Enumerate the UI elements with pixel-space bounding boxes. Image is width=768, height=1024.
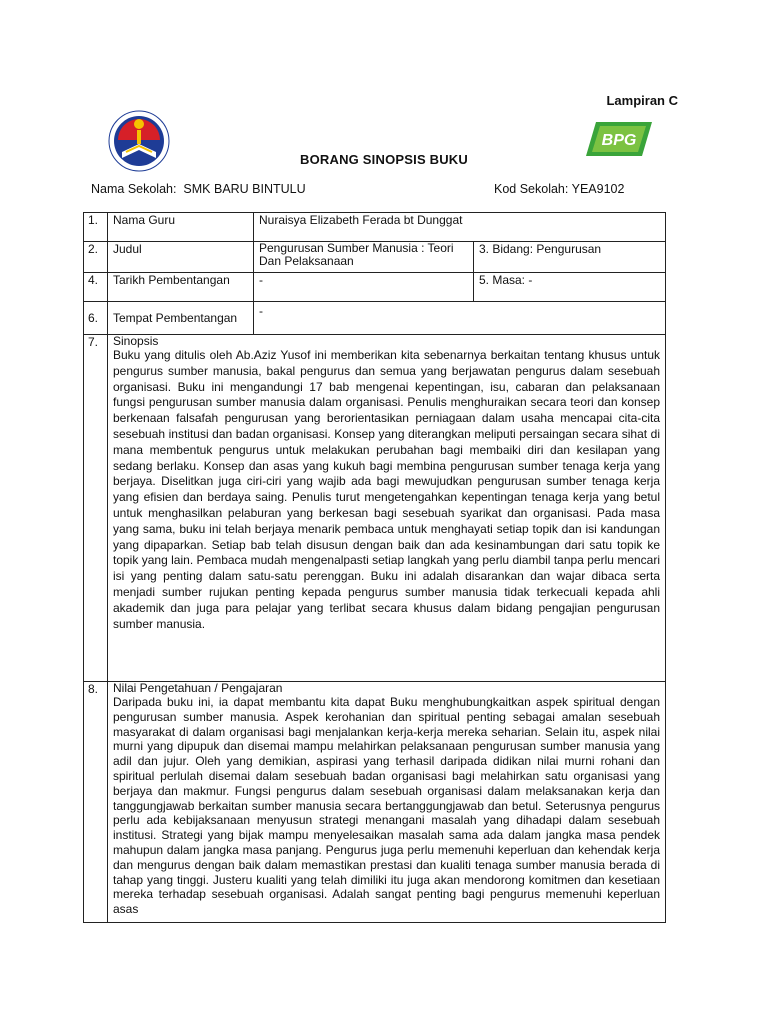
school-name: SMK BARU BINTULU: [183, 182, 306, 196]
form-title: BORANG SINOPSIS BUKU: [300, 152, 468, 167]
field-value-tarikh: -: [254, 273, 474, 302]
bpg-logo-text: BPG: [601, 132, 637, 149]
sinopsis-heading: Sinopsis: [113, 334, 159, 348]
school-code-line: [494, 182, 624, 196]
synopsis-form-table: [83, 212, 666, 923]
school-label: Nama Sekolah:: [91, 182, 177, 196]
row-number: 2.: [84, 242, 108, 273]
nilai-heading: Nilai Pengetahuan / Pengajaran: [113, 681, 283, 695]
lampiran-label: Lampiran C: [606, 93, 678, 108]
kod-label: Kod Sekolah:: [494, 182, 569, 196]
nilai-text: Daripada buku ini, ia dapat membantu kita dapat Buku menghubungkaitkan aspek spiritual dengan pengurusan sumber manusia. Aspek kerohanian dan spiritual penting sebagai amalan sesebuah masyarakat di dalam organisasi bagi menjalankan kerja-kerja mereka seharian. Selain itu, aspek nilai murni yang dipupuk dan disemai mampu melahirkan pelaksanaan pengurusan sumber manusia yang adil dan jujur. Oleh yang demikian, aspirasi yang terhasil daripada didikan nilai murni rohani dan spiritual perlulah disemai dalam sesebuah badan organisasi bagi melahirkan satu organisasi yang berjaya dan makmur. Fungsi pengurus dalam sesebuah organisasi dalam melaksanakan kerja dan tanggungjawab berkaitan sumber manusia secara bertanggungjawab dan betul. Seterusnya pengurus perlu ada kebijaksanaan menyusun strategi menangani masalah yang dihadapi dalam sesebuah institusi. Strategi yang bijak mampu menyelesaikan masalah sama ada dalam jangka masa pendek mahupun dalam jangka masa panjang. Pengurus juga perlu memenuhi keperluan dan kehendak kerja dan mengurus dengan baik dalam memastikan prestasi dan kualiti tenaga sumber manusia berada di tahap yang tinggi. Justeru kualiti yang telah dimiliki itu juga akan mendorong komitmen dan kesetiaan mereka terhadap sesebuah organisasi. Adalah sangat penting bagi pengurus memenuhi keperluan asas: [113, 695, 661, 917]
row-number: 7.: [84, 335, 108, 682]
field-label-tarikh: Tarikh Pembentangan: [108, 273, 254, 302]
field-bidang: 3. Bidang: Pengurusan: [474, 242, 666, 273]
field-masa: 5. Masa: -: [474, 273, 666, 302]
field-label-judul: Judul: [108, 242, 254, 273]
field-value-judul: Pengurusan Sumber Manusia : Teori Dan Pelaksanaan: [254, 242, 474, 273]
field-label-nama-guru: Nama Guru: [108, 213, 254, 242]
row-number: 6.: [84, 302, 108, 335]
sinopsis-section: [108, 335, 666, 682]
table-row: [84, 682, 666, 923]
field-value-nama-guru: Nuraisya Elizabeth Ferada bt Dunggat: [254, 213, 666, 242]
table-row: [84, 335, 666, 682]
row-number: 8.: [84, 682, 108, 923]
field-value-tempat: -: [254, 302, 666, 335]
row-number: 1.: [84, 213, 108, 242]
table-row: [84, 242, 666, 273]
field-label-tempat: Tempat Pembentangan: [108, 302, 254, 335]
row-number: 4.: [84, 273, 108, 302]
table-row: [84, 302, 666, 335]
nilai-section: [108, 682, 666, 923]
kod-value: YEA9102: [571, 182, 625, 196]
school-name-line: [91, 182, 306, 196]
sinopsis-text: Buku yang ditulis oleh Ab.Aziz Yusof ini memberikan kita sebenarnya berkaitan tentang khusus untuk pengurus sumber manusia, bakal pengurus dan semua yang berjawatan pengurus dalam sesebuah organisasi. Buku ini mengandungi 17 bab mengenai kepentingan, isu, cabaran dan pelaksanaan fungsi pengurusan sumber manusia dalam organisasi. Penulis menghuraikan secara teori dan konsep berkenaan falsafah pengurusan yang berorientasikan perniagaan dalam usaha mencapai cita-cita sesebuah institusi dan badan organisasi. Konsep yang diterangkan meliputi persaingan secara sihat di mana membentuk pengurus untuk melakukan perubahan bagi membaiki diri dan kesilapan yang sedang berlaku. Konsep dan asas yang kukuh bagi membina pengurusan sumber tenaga kerja yang berjaya. Diselitkan juga ciri-ciri yang wajib ada bagi mewujudkan pengurusan sumber tenaga kerja yang efisien dan berdaya saing. Penulis turut mengetengahkan kepentingan tenaga kerja yang betul untuk menghasilkan pelaburan yang berkesan bagi sesebuah syarikat dan organisasi. Pada masa yang sama, buku ini telah berjaya menarik pembaca untuk menghayati setiap topik dan isi kandungan yang dipaparkan. Setiap bab telah disusun dengan baik dan ada kesinambungan dari satu topik ke topik yang lain. Pembaca mudah mengenalpasti setiap langkah yang perlu diambil tanpa perlu mencari isi yang penting dalam satu-satu perenggan. Buku ini adalah disarankan dan wajar dibaca serta menjadi sumber rujukan penting kepada pengurus sumber manusia tidak terkecuali kepada ahli akademik dan juga para pelajar yang terlibat secara khusus dalam bidang pengajian pengurusan sumber manusia.: [113, 348, 661, 631]
table-row: [84, 273, 666, 302]
table-row: [84, 213, 666, 242]
